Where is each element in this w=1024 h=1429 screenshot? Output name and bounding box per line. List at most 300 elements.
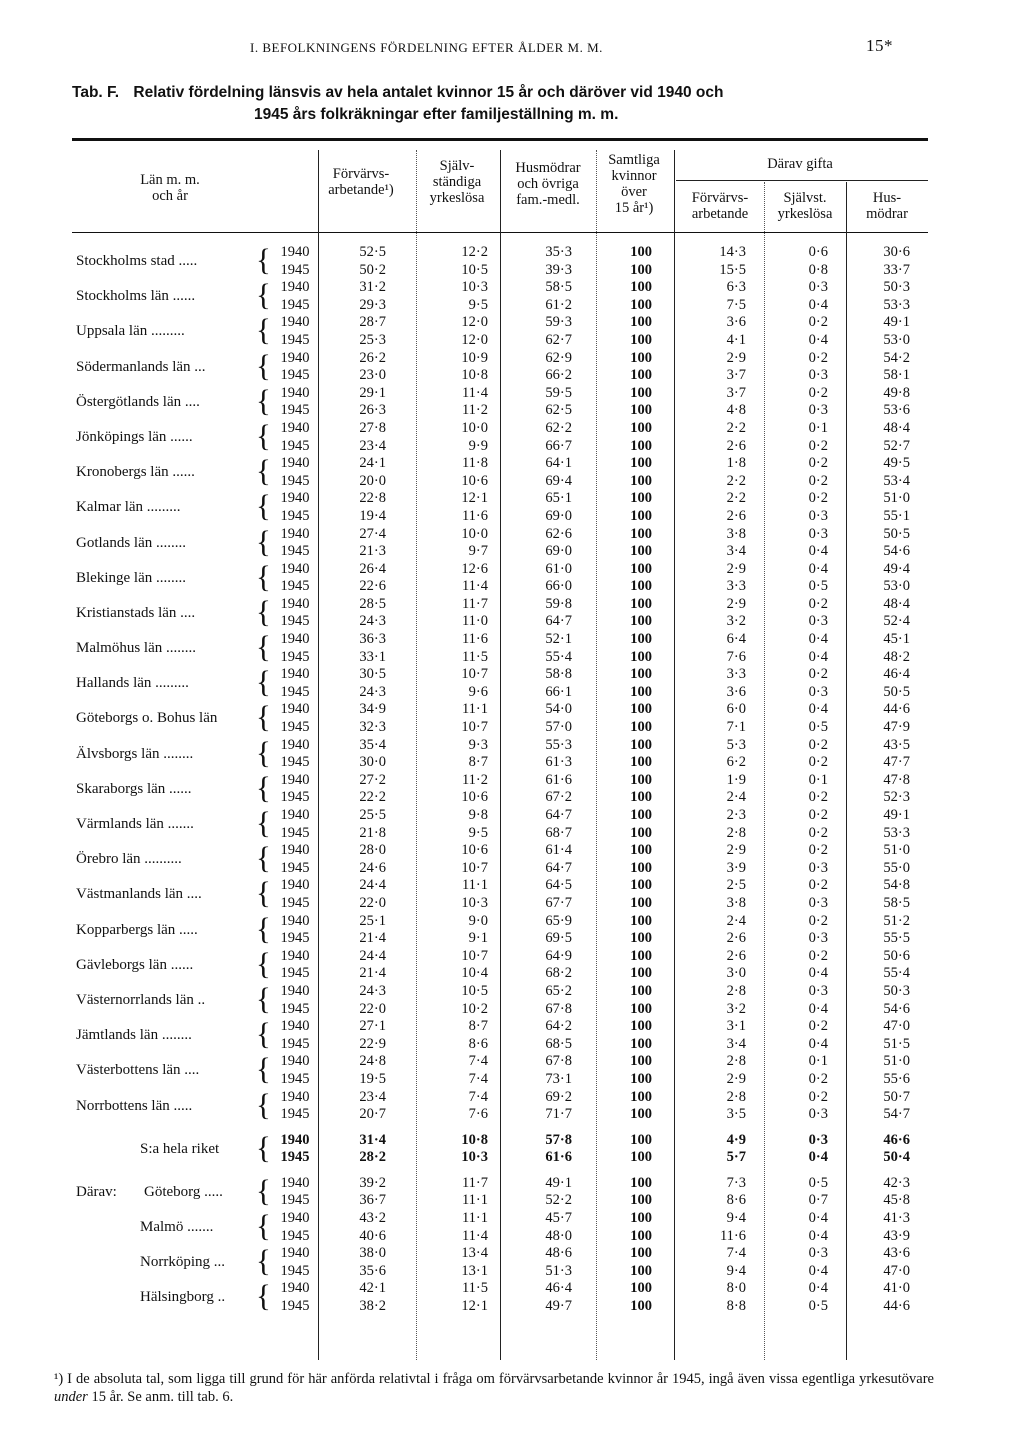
table-group: [72, 1245, 928, 1280]
value-cell: 11·1: [461, 701, 488, 718]
value-cell: 3·7: [726, 367, 746, 384]
row-label: Kalmar län .........: [76, 499, 181, 516]
value-cell: 2·5: [726, 877, 746, 894]
row-label: Södermanlands län ...: [76, 358, 206, 375]
value-cell: 0·3: [808, 507, 828, 524]
value-cell: 23·0: [359, 367, 386, 384]
brace: {: [256, 769, 271, 805]
value-cell: 47·7: [883, 754, 910, 771]
value-cell: 49·1: [545, 1174, 572, 1191]
value-cell: 55·4: [883, 965, 910, 982]
value-cell: 49·8: [883, 384, 910, 401]
value-cell: 8·7: [468, 1018, 488, 1035]
value-cell: 100: [630, 1000, 652, 1017]
value-cell: 100: [630, 455, 652, 472]
column-header-gifta-forvarvs-line2: arbetande: [691, 206, 749, 222]
year-cell: 1940: [280, 1210, 310, 1227]
year-cell: 1940: [280, 666, 310, 683]
table-row: [72, 420, 928, 438]
value-cell: 0·3: [808, 613, 828, 630]
value-cell: 11·0: [461, 613, 488, 630]
value-cell: 23·4: [359, 437, 386, 454]
table-row: [72, 455, 928, 473]
value-cell: 39·2: [359, 1174, 386, 1191]
table-row: [72, 1001, 928, 1019]
year-cell: 1945: [280, 824, 310, 841]
value-cell: 67·7: [545, 894, 572, 911]
table-row: [72, 1298, 928, 1316]
table-row: [72, 1053, 928, 1071]
value-cell: 54·7: [883, 1106, 910, 1123]
value-cell: 0·4: [808, 1000, 828, 1017]
year-cell: 1945: [280, 1262, 310, 1279]
year-cell: 1945: [280, 367, 310, 384]
row-label: Göteborg .....: [144, 1183, 223, 1200]
row-label: Malmö .......: [140, 1219, 214, 1236]
value-cell: 100: [630, 1018, 652, 1035]
value-cell: 2·6: [726, 947, 746, 964]
table-group: [72, 980, 928, 1018]
value-cell: 100: [630, 877, 652, 894]
table-group: [72, 279, 928, 314]
value-cell: 3·7: [726, 384, 746, 401]
value-cell: 0·2: [808, 807, 828, 823]
year-cell: 1945: [280, 437, 310, 454]
value-cell: 30·6: [883, 244, 910, 260]
value-cell: 53·0: [883, 331, 910, 348]
table-group: [72, 1129, 928, 1167]
value-cell: 54·6: [883, 1000, 910, 1017]
value-cell: 46·4: [545, 1280, 572, 1297]
brace: {: [256, 312, 271, 348]
value-cell: 45·8: [883, 1192, 910, 1209]
row-label: Gotlands län ........: [76, 534, 186, 551]
value-cell: 51·3: [545, 1262, 572, 1279]
table-row: [72, 1228, 928, 1246]
row-label: Jönköpings län ......: [76, 428, 193, 445]
value-cell: 53·6: [883, 402, 910, 419]
value-cell: 100: [630, 894, 652, 911]
value-cell: 34·9: [359, 701, 386, 718]
value-cell: 0·3: [808, 1245, 828, 1262]
year-cell: 1945: [280, 683, 310, 700]
value-cell: 0·2: [808, 384, 828, 401]
value-cell: 100: [630, 1053, 652, 1070]
value-cell: 0·3: [808, 930, 828, 947]
table-row: [72, 684, 928, 702]
value-cell: 0·4: [808, 331, 828, 348]
value-cell: 64·1: [545, 455, 572, 472]
value-cell: 10·7: [461, 666, 488, 683]
value-cell: 53·4: [883, 472, 910, 489]
column-header-samtliga: [596, 152, 672, 216]
value-cell: 100: [630, 244, 652, 260]
value-cell: 3·6: [726, 314, 746, 331]
value-cell: 44·6: [883, 701, 910, 718]
year-cell: 1945: [280, 1070, 310, 1087]
table-group: [72, 1280, 928, 1315]
value-cell: 19·5: [359, 1070, 386, 1087]
value-cell: 0·2: [808, 912, 828, 929]
value-cell: 3·9: [726, 859, 746, 876]
year-cell: 1940: [280, 912, 310, 929]
value-cell: 0·2: [808, 1018, 828, 1035]
year-cell: 1945: [280, 296, 310, 313]
year-cell: 1940: [280, 842, 310, 859]
value-cell: 50·3: [883, 279, 910, 296]
value-cell: 50·7: [883, 1088, 910, 1105]
value-cell: 62·6: [545, 525, 572, 542]
value-cell: 0·4: [808, 701, 828, 718]
value-cell: 2·4: [726, 912, 746, 929]
value-cell: 24·8: [359, 1053, 386, 1070]
value-cell: 0·2: [808, 666, 828, 683]
value-cell: 0·4: [808, 1149, 828, 1166]
value-cell: 100: [630, 1070, 652, 1087]
value-cell: 13·1: [461, 1262, 488, 1279]
table-group: [72, 666, 928, 701]
value-cell: 22·0: [359, 894, 386, 911]
value-cell: 2·8: [726, 824, 746, 841]
value-cell: 39·3: [545, 261, 572, 278]
value-cell: 0·2: [808, 842, 828, 859]
value-cell: 65·9: [545, 912, 572, 929]
value-cell: 27·1: [359, 1018, 386, 1035]
value-cell: 71·7: [545, 1106, 572, 1123]
value-cell: 0·4: [808, 560, 828, 577]
table-row: [72, 1263, 928, 1281]
year-cell: 1945: [280, 331, 310, 348]
value-cell: 3·6: [726, 683, 746, 700]
column-header-forvarvs-line2: arbetande¹): [328, 182, 394, 198]
value-cell: 10·8: [461, 1131, 488, 1148]
value-cell: 11·1: [461, 1210, 488, 1227]
year-cell: 1940: [280, 1053, 310, 1070]
value-cell: 7·4: [468, 1070, 488, 1087]
value-cell: 64·7: [545, 859, 572, 876]
value-cell: 0·3: [808, 1131, 828, 1148]
table-group: [72, 1053, 928, 1088]
value-cell: 62·2: [545, 419, 572, 436]
value-cell: 55·6: [883, 1070, 910, 1087]
value-cell: 12·1: [461, 490, 488, 507]
value-cell: 11·6: [719, 1227, 746, 1244]
column-header-gifta-forvarvs: [676, 190, 764, 222]
value-cell: 3·0: [726, 965, 746, 982]
value-cell: 0·1: [808, 1053, 828, 1070]
row-label: Jämtlands län ........: [76, 1027, 192, 1044]
value-cell: 24·4: [359, 877, 386, 894]
value-cell: 49·7: [545, 1298, 572, 1315]
year-cell: 1940: [280, 244, 310, 260]
value-cell: 69·0: [545, 507, 572, 524]
value-cell: 0·3: [808, 525, 828, 542]
value-cell: 22·9: [359, 1035, 386, 1052]
value-cell: 33·7: [883, 261, 910, 278]
value-cell: 2·9: [726, 560, 746, 577]
value-cell: 0·5: [808, 578, 828, 595]
value-cell: 11·6: [461, 507, 488, 524]
brace: {: [256, 945, 271, 981]
row-label: Stockholms län ......: [76, 288, 196, 305]
value-cell: 43·5: [883, 736, 910, 753]
value-cell: 22·6: [359, 578, 386, 595]
value-cell: 0·6: [808, 244, 828, 260]
value-cell: 64·7: [545, 613, 572, 630]
value-cell: 58·1: [883, 367, 910, 384]
value-cell: 100: [630, 578, 652, 595]
year-cell: 1945: [280, 719, 310, 736]
row-label: Skaraborgs län ......: [76, 780, 192, 797]
value-cell: 21·8: [359, 824, 386, 841]
value-cell: 42·1: [359, 1280, 386, 1297]
value-cell: 50·3: [883, 982, 910, 999]
brace: {: [256, 382, 271, 418]
value-cell: 68·7: [545, 824, 572, 841]
value-cell: 7·1: [726, 719, 746, 736]
value-cell: 100: [630, 402, 652, 419]
value-cell: 55·4: [545, 648, 572, 665]
value-cell: 9·9: [468, 437, 488, 454]
value-cell: 100: [630, 1280, 652, 1297]
table-row: [72, 1192, 928, 1210]
value-cell: 0·1: [808, 419, 828, 436]
value-cell: 61·6: [545, 1149, 572, 1166]
row-label: Älvsborgs län ........: [76, 745, 194, 762]
year-cell: 1940: [280, 595, 310, 612]
year-cell: 1945: [280, 543, 310, 560]
value-cell: 11·2: [461, 771, 488, 788]
value-cell: 0·2: [808, 472, 828, 489]
value-cell: 2·9: [726, 595, 746, 612]
year-cell: 1940: [280, 525, 310, 542]
table-row: [72, 297, 928, 315]
value-cell: 10·7: [461, 947, 488, 964]
value-cell: 2·6: [726, 930, 746, 947]
table-group: [72, 593, 928, 631]
row-label: Västerbottens län ....: [76, 1062, 200, 1079]
value-cell: 10·7: [461, 859, 488, 876]
column-header-husm-line3: fam.-medl.: [516, 192, 580, 208]
value-cell: 0·4: [808, 965, 828, 982]
year-cell: 1945: [280, 1298, 310, 1315]
table-row: [72, 701, 928, 719]
value-cell: 100: [630, 261, 652, 278]
spacer: [72, 1124, 928, 1132]
value-cell: 0·2: [808, 314, 828, 331]
table-row: [72, 1149, 928, 1167]
value-cell: 51·2: [883, 912, 910, 929]
row-label: Stockholms stad .....: [76, 253, 198, 269]
brace: {: [256, 417, 271, 453]
value-cell: 0·4: [808, 1210, 828, 1227]
row-label: Uppsala län .........: [76, 323, 185, 340]
year-cell: 1940: [280, 807, 310, 823]
value-cell: 59·3: [545, 314, 572, 331]
value-cell: 9·5: [468, 824, 488, 841]
value-cell: 12·2: [461, 244, 488, 260]
table-row: [72, 314, 928, 332]
table-group: [72, 945, 928, 983]
brace: {: [256, 805, 271, 840]
value-cell: 54·0: [545, 701, 572, 718]
value-cell: 100: [630, 1035, 652, 1052]
year-cell: 1940: [280, 455, 310, 472]
value-cell: 11·5: [461, 1280, 488, 1297]
column-header-gifta-sjalvst-line2: yrkeslösa: [777, 206, 833, 222]
year-cell: 1945: [280, 402, 310, 419]
value-cell: 67·2: [545, 789, 572, 806]
value-cell: 100: [630, 965, 652, 982]
table-row: [72, 1175, 928, 1193]
table-row: [72, 1018, 928, 1036]
table-group: [72, 1210, 928, 1245]
value-cell: 100: [630, 807, 652, 823]
value-cell: 22·2: [359, 789, 386, 806]
value-cell: 45·7: [545, 1210, 572, 1227]
brace: {: [256, 453, 271, 489]
column-header-husmodrar: [502, 160, 594, 208]
value-cell: 4·1: [726, 331, 746, 348]
table-row: [72, 1280, 928, 1298]
row-label: Göteborgs o. Bohus län: [76, 710, 218, 727]
table-group: [72, 417, 928, 455]
column-header-husm-line1: Husmödrar: [515, 160, 581, 176]
value-cell: 0·2: [808, 754, 828, 771]
value-cell: 2·2: [726, 419, 746, 436]
column-header-lan-line1: Län m. m.: [140, 172, 200, 188]
value-cell: 7·6: [468, 1106, 488, 1123]
value-cell: 10·6: [461, 789, 488, 806]
value-cell: 55·5: [883, 930, 910, 947]
value-cell: 100: [630, 1245, 652, 1262]
brace: {: [256, 875, 271, 911]
value-cell: 67·8: [545, 1000, 572, 1017]
value-cell: 8·0: [726, 1280, 746, 1297]
table-row: [72, 402, 928, 420]
table-group: [72, 314, 928, 349]
value-cell: 54·8: [883, 877, 910, 894]
value-cell: 61·0: [545, 560, 572, 577]
table-row: [72, 631, 928, 649]
value-cell: 10·0: [461, 419, 488, 436]
table-row: [72, 332, 928, 350]
year-cell: 1940: [280, 279, 310, 296]
table-group: [72, 455, 928, 490]
brace: {: [256, 593, 271, 629]
brace: {: [256, 734, 271, 770]
table-row: [72, 930, 928, 948]
value-cell: 66·1: [545, 683, 572, 700]
value-cell: 36·7: [359, 1192, 386, 1209]
value-cell: 32·3: [359, 719, 386, 736]
value-cell: 28·2: [359, 1149, 386, 1166]
value-cell: 0·5: [808, 1174, 828, 1191]
value-cell: 11·6: [461, 631, 488, 648]
value-cell: 9·4: [726, 1262, 746, 1279]
table-row: [72, 526, 928, 544]
value-cell: 59·8: [545, 595, 572, 612]
table-row: [72, 860, 928, 878]
value-cell: 0·2: [808, 595, 828, 612]
table-group: [72, 734, 928, 772]
value-cell: 51·0: [883, 842, 910, 859]
value-cell: 64·2: [545, 1018, 572, 1035]
column-header-gifta-hus-line2: mödrar: [866, 206, 908, 222]
value-cell: 0·5: [808, 719, 828, 736]
column-header-darav-label: Därav gifta: [767, 156, 833, 172]
brace: {: [256, 629, 271, 665]
value-cell: 65·2: [545, 982, 572, 999]
value-cell: 10·5: [461, 261, 488, 278]
value-cell: 11·4: [461, 578, 488, 595]
value-cell: 41·0: [883, 1280, 910, 1297]
value-cell: 19·4: [359, 507, 386, 524]
value-cell: 47·9: [883, 719, 910, 736]
column-header-sjalvstandiga: [416, 158, 498, 206]
value-cell: 10·6: [461, 842, 488, 859]
value-cell: 0·2: [808, 1088, 828, 1105]
value-cell: 0·2: [808, 877, 828, 894]
value-cell: 48·2: [883, 648, 910, 665]
row-label: Malmöhus län ........: [76, 640, 196, 657]
value-cell: 100: [630, 1262, 652, 1279]
value-cell: 0·2: [808, 824, 828, 841]
value-cell: 27·4: [359, 525, 386, 542]
value-cell: 0·2: [808, 490, 828, 507]
table-row: [72, 490, 928, 508]
value-cell: 1·9: [726, 771, 746, 788]
value-cell: 100: [630, 683, 652, 700]
value-cell: 100: [630, 1298, 652, 1315]
table-row: [72, 772, 928, 790]
table-row: [72, 1245, 928, 1263]
value-cell: 2·2: [726, 490, 746, 507]
row-label: Norrbottens län .....: [76, 1097, 193, 1114]
row-label: Östergötlands län ....: [76, 393, 200, 410]
value-cell: 2·8: [726, 1053, 746, 1070]
brace: {: [256, 1086, 271, 1122]
value-cell: 51·5: [883, 1035, 910, 1052]
value-cell: 26·3: [359, 402, 386, 419]
value-cell: 62·9: [545, 349, 572, 366]
year-cell: 1940: [280, 1131, 310, 1148]
value-cell: 2·9: [726, 1070, 746, 1087]
value-cell: 0·2: [808, 349, 828, 366]
value-cell: 0·2: [808, 736, 828, 753]
value-cell: 100: [630, 367, 652, 384]
value-cell: 36·3: [359, 631, 386, 648]
brace: {: [256, 1172, 271, 1208]
value-cell: 48·4: [883, 595, 910, 612]
value-cell: 5·3: [726, 736, 746, 753]
value-cell: 100: [630, 437, 652, 454]
brace: {: [256, 523, 271, 559]
value-cell: 43·2: [359, 1210, 386, 1227]
row-label: Värmlands län .......: [76, 816, 194, 832]
value-cell: 3·3: [726, 578, 746, 595]
value-cell: 23·4: [359, 1088, 386, 1105]
value-cell: 100: [630, 1174, 652, 1191]
table-row: [72, 913, 928, 931]
value-cell: 26·2: [359, 349, 386, 366]
year-cell: 1945: [280, 754, 310, 771]
year-cell: 1940: [280, 701, 310, 718]
value-cell: 9·0: [468, 912, 488, 929]
value-cell: 0·2: [808, 789, 828, 806]
year-cell: 1945: [280, 930, 310, 947]
value-cell: 29·3: [359, 296, 386, 313]
